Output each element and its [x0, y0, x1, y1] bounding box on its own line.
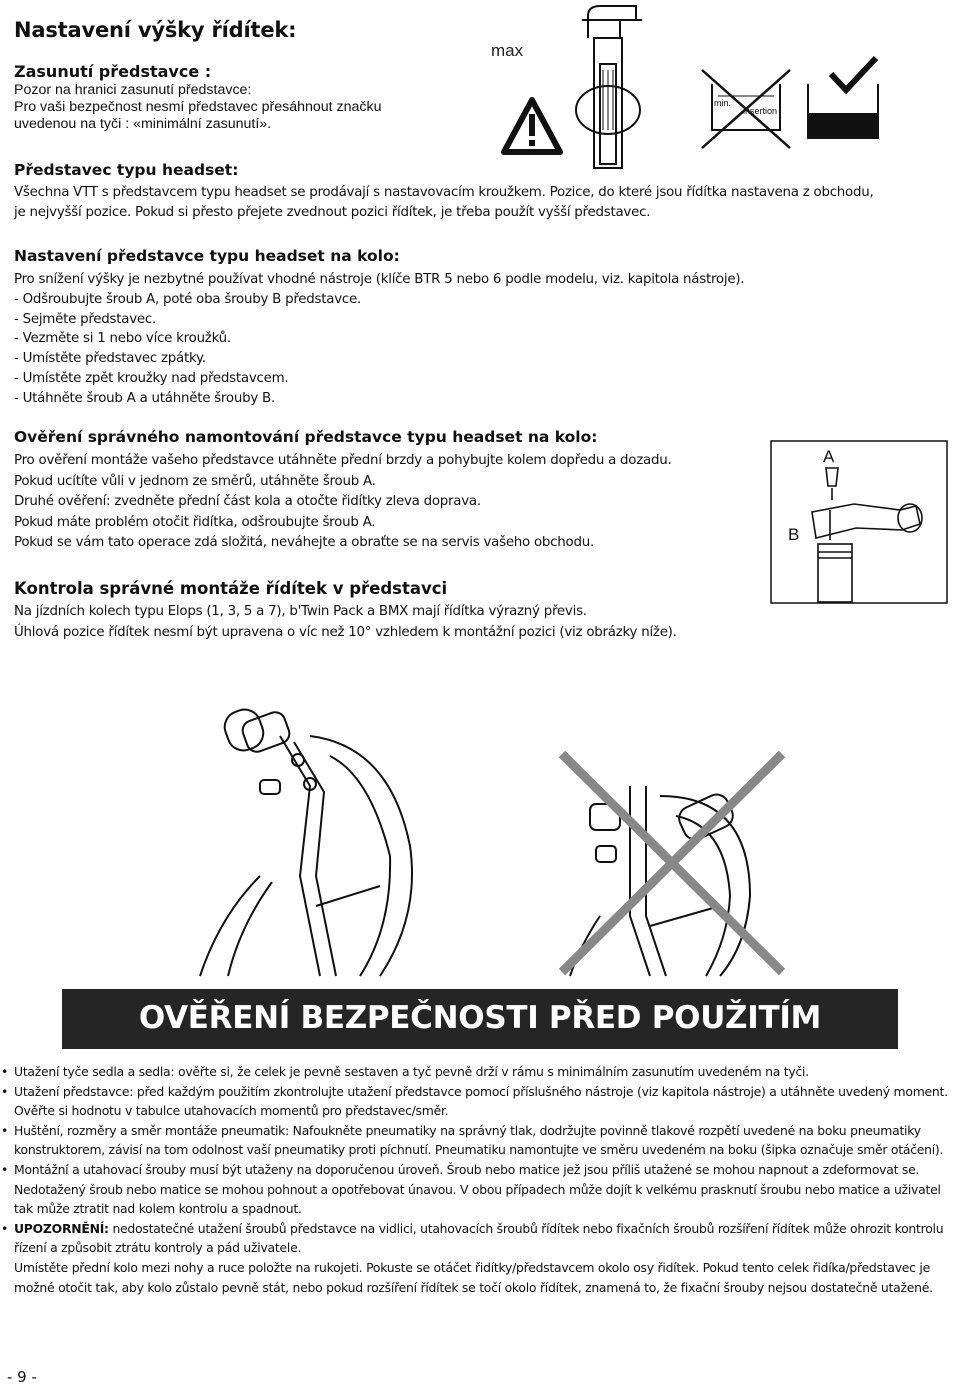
adjust-line: - Umístěte představec zpátky. [14, 351, 206, 367]
min-label: min. [714, 98, 732, 108]
adjust-line: - Umístěte zpět kroužky nad představcem. [14, 370, 289, 386]
headset-heading: Představec typu headset: [14, 161, 239, 179]
verify-line: Pro ověření montáže vašeho představce utáhněte přední brzdy a pohybujte kolem dopředu a dozadu. [14, 453, 672, 468]
safety-checklist [1, 1062, 948, 1297]
verify-heading: Ověření správného namontování představce typu headset na kolo: [14, 428, 598, 446]
checklist-item [1, 1160, 948, 1219]
adjust-heading: Nastavení představce typu headset na kolo: [14, 247, 400, 265]
verify-line: Pokud se vám tato operace zdá složitá, neváhejte a obraťte se na servis vašeho obchodu. [14, 535, 594, 551]
seatpost-insertion-illustration [488, 0, 888, 175]
cross-out-icon [562, 754, 782, 972]
verify-text [14, 451, 671, 554]
correct-insertion-icon [808, 58, 878, 138]
checklist-item-text: Huštění, rozměry a směr montáže pneumatik: Nafoukněte pneumatiky na správný tlak, dodržujte povinně tlakové rozpětí uvedené na boku pneumatiky konstruktorem, závisí na tom odolnost vaší pneumatiky proti píchnutí. Pneumatiku namontujte ve směru uvedeném na boku (šipka označuje směr otáčení). [14, 1122, 944, 1158]
stem-drawing [812, 468, 922, 602]
illustration-frame [771, 441, 947, 603]
label-a: A [823, 447, 835, 466]
adjust-line: - Odšroubujte šroub A, poté oba šrouby B představce. [14, 291, 361, 307]
checklist-item [1, 1121, 948, 1160]
checklist-item [1, 1219, 948, 1297]
warning-label: UPOZORNĚNÍ: [14, 1220, 109, 1236]
adjust-line: - Utáhněte šroub A a utáhněte šrouby B. [14, 390, 275, 406]
verify-line: Pokud ucítíte vůli v jednom ze směrů, utáhněte šroub A. [14, 473, 376, 489]
control-line: Úhlová pozice řídítek nesmí být upravena o víc než 10° vzhledem k montážní pozici (viz obrázky níže). [14, 624, 677, 640]
seatpost-drawing [576, 6, 642, 168]
adjust-line: - Vezměte si 1 nebo více kroužků. [14, 331, 231, 347]
insertion-heading: Zasunutí představce : [14, 62, 212, 81]
checklist-item [1, 1062, 948, 1082]
control-text [14, 602, 677, 643]
adjust-line: - Sejměte představec. [14, 311, 156, 327]
checklist-item [1, 1082, 948, 1121]
control-line: Na jízdních kolech typu Elops (1, 3, 5 a 7), b'Twin Pack a BMX mají řídítka výrazný převis. [14, 604, 587, 619]
verify-line: Pokud máte problém otočit řidítka, odšroubujte šroub A. [14, 514, 376, 530]
max-label: max [491, 41, 524, 60]
label-b: B [788, 525, 800, 544]
handlebar-illustration [160, 676, 800, 986]
bullet-icon: • [1, 1122, 9, 1138]
headset-line: je nejvyšší pozice. Pokud si přesto přejete zvednout pozici řídítek, je třeba použít vyšší představec. [14, 205, 651, 220]
insertion-line: Pozor na hranici zasunutí představce: [14, 82, 252, 98]
adjust-text [14, 270, 744, 409]
safety-banner: OVĚŘENÍ BEZPEČNOSTI PŘED POUŽITÍM [62, 989, 898, 1049]
control-heading: Kontrola správné montáže řídítek v představci [14, 579, 448, 598]
adjust-line: Pro snížení výšky je nezbytné používat vhodné nástroje (klíče BTR 5 nebo 6 podle modelu, viz. kapitola nástroje). [14, 272, 745, 287]
bullet-icon: • [1, 1064, 9, 1079]
page-number: - 9 - [7, 1368, 37, 1386]
page-title: Nastavení výšky řídítek: [14, 18, 297, 42]
checklist-item-text: Utažení představce: před každým použitím zkontrolujte utažení představce pomocí příslušného nástroje (viz kapitola nástroje) a utáhněte uvedený moment. Ověřte si hodnotu v tabulce utahovacích momentů pro představec/směr. [14, 1083, 948, 1119]
checkmark-icon [831, 58, 876, 90]
handlebar-correct-drawing [200, 705, 412, 976]
insertion-label: insertion [743, 106, 778, 116]
checklist-item-text: Montážní a utahovací šrouby musí být utaženy na doporučenou úroveň. Šroub nebo matice jež jsou příliš utažené se mohou napnout a zdeformovat se. Nedotažený šroub nebo matice se mohou pohnout a opotřebovat únavou. V obou případech může dojít k velkému prasknutí šroubu nebo matice a uživatel tak může ztratit nad kolem kontrolu a spadnout. [14, 1161, 941, 1217]
bullet-icon: • [1, 1161, 9, 1177]
insertion-line: Pro vaši bezpečnost nesmí představec přesáhnout značku [14, 99, 382, 115]
bullet-icon: • [1, 1220, 9, 1236]
verify-line: Druhé ověření: zvedněte přední část kola a otočte řidítky zleva doprava. [14, 494, 481, 510]
stem-illustration [770, 440, 950, 605]
checklist-item-text: Utažení tyče sedla a sedla: ověřte si, že celek je pevně sestaven a tyč pevně drží v rámu s minimálním zasunutím uvedeném na tyči. [14, 1064, 809, 1079]
warning-icon [504, 100, 560, 152]
insertion-line: uvedenou na tyči : «minimální zasunutí». [14, 116, 272, 132]
insertion-text [14, 82, 382, 133]
checklist-item-extra: Umístěte přední kolo mezi nohy a ruce položte na rukojeti. Pokuste se otáčet řidítky/představcem okolo osy řidítek. Pokud tento celek řidíka/představec je možné otočit tak, aby kolo zůstalo pevně stát, nebo pokud rozšíření řídítek se točí okolo řídítek, znamená to, že fixační šrouby nejsou dostatečně utažené. [14, 1259, 933, 1295]
headset-line: Všechna VTT s představcem typu headset se prodávají s nastavovacím kroužkem. Pozice, do které jsou řídítka nastavena z obchodu, [14, 185, 874, 200]
headset-text [14, 183, 873, 223]
wrong-insertion-icon [702, 70, 790, 148]
checklist-item-text: nedostatečné utažení šroubů představce na vidlici, utahovacích šroubů řídítek nebo fixačních šroubů rozšíření řídítek může ohrozit kontrolu řízení a způsobit ztrátu kontroly a pád uživatele. [14, 1220, 944, 1256]
bullet-icon: • [1, 1083, 9, 1099]
